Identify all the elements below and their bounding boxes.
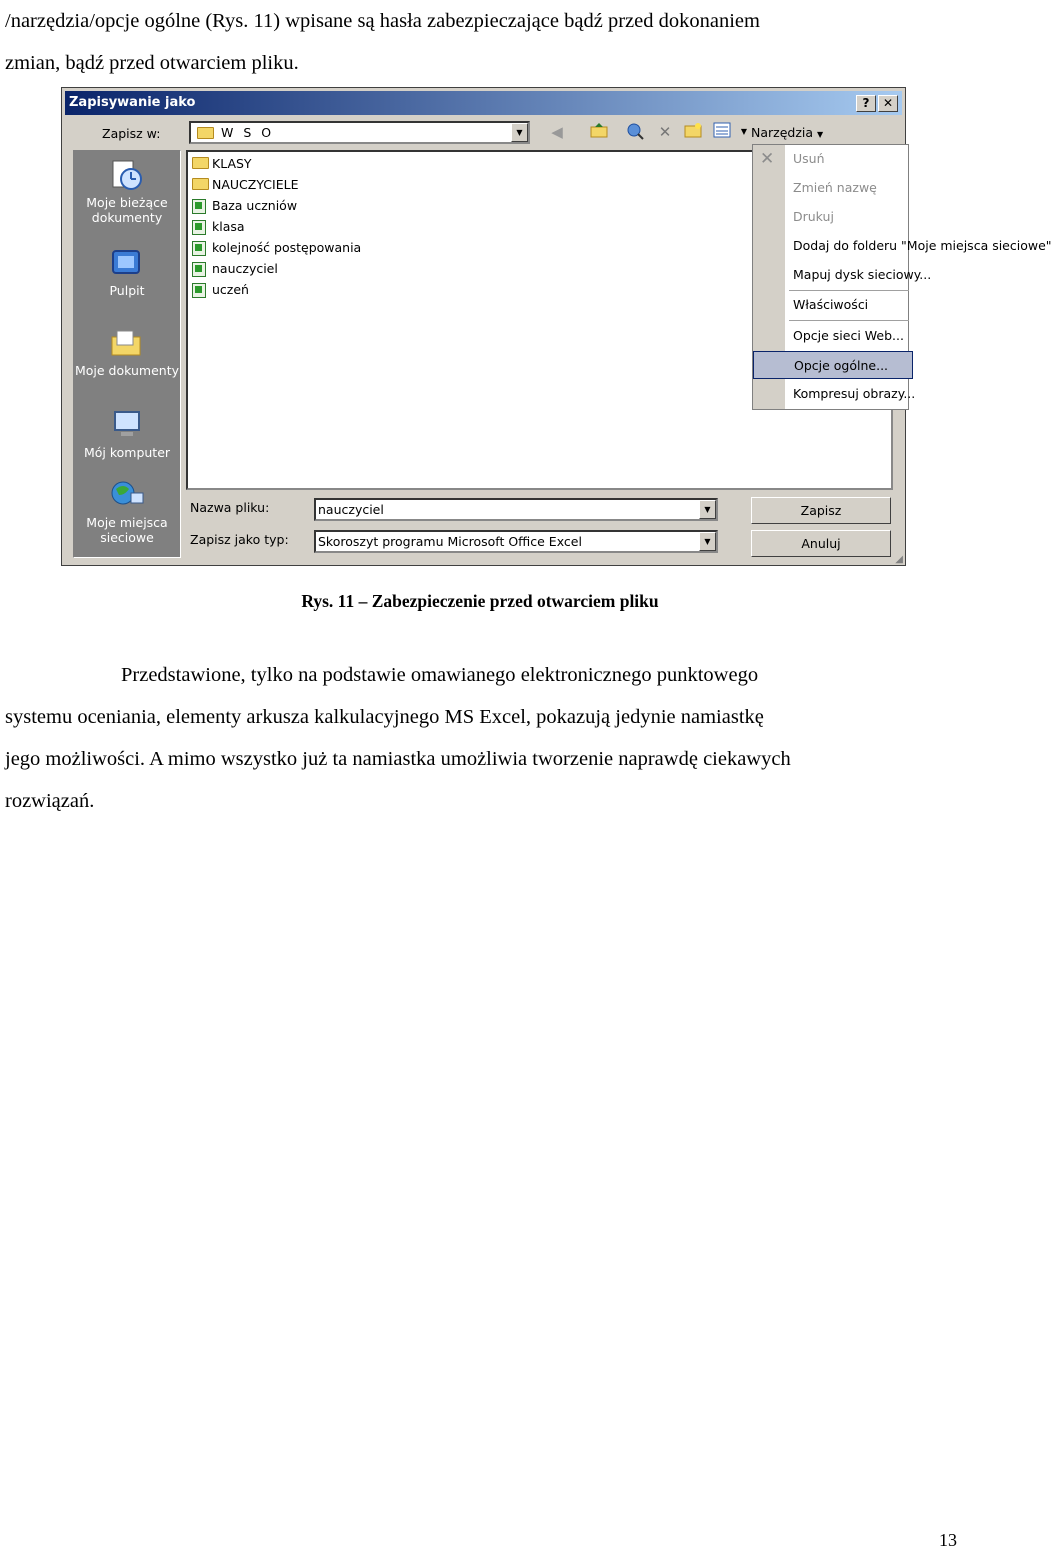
excel-file-icon [192,262,206,277]
search-web-icon[interactable] [625,122,645,142]
word: są [357,10,375,32]
resize-grip-icon[interactable]: ◢ [895,554,903,565]
word: na podstawie [298,664,406,686]
word: (Rys. [205,10,249,32]
word: namiastka [352,748,436,770]
tools-menu [752,144,1052,410]
word: namiastkę [680,706,764,728]
desktop-icon [109,247,145,279]
word: jego [5,748,41,770]
place-network[interactable] [74,479,180,545]
place-my-documents[interactable] [74,327,180,378]
excel-file-icon [192,283,206,298]
word: pokazują [536,706,611,728]
word: arkusza [246,706,309,728]
excel-file-icon [192,220,206,235]
word: /narzędzia/opcje [5,10,140,32]
place-label: Moje bieżące dokumenty [86,195,168,225]
word: naprawdę [618,748,698,770]
word: hasła [379,10,422,32]
file-type-select[interactable] [314,530,718,553]
my-documents-icon [109,327,145,359]
word: wszystko [220,748,298,770]
word: tylko [250,664,293,686]
dialog-titlebar[interactable] [65,91,902,115]
word: omawianego [410,664,516,686]
body-line-4: rozwiązań. [5,790,95,812]
word: 11) [253,10,281,32]
word: Przedstawione, [121,664,246,686]
page-number: 13 [939,1530,957,1550]
word: wpisane [285,10,353,32]
intro-paragraph [5,0,960,84]
word: umożliwia [440,748,528,770]
chevron-down-icon[interactable]: ▼ [699,500,716,519]
menu-separator [789,320,909,321]
file-type-label: Zapisz jako typ: [190,532,289,547]
views-icon[interactable] [712,122,732,142]
place-recent[interactable] [74,159,180,225]
word: ciekawych [703,748,791,770]
chevron-down-icon[interactable]: ▼ [511,123,528,142]
menu-item-web-options[interactable]: Opcje sieci Web... [793,328,904,343]
place-label: Moje miejsca sieciowe [86,515,168,545]
excel-file-icon [192,241,206,256]
body-line-1 [5,654,960,696]
word: elementy [166,706,242,728]
chevron-down-icon: ▼ [817,130,824,139]
tools-menu-label: Narzędzia [751,125,814,140]
folder-icon [192,178,209,190]
word: kalkulacyjnego [314,706,440,728]
back-icon[interactable]: ◀ [551,123,563,141]
menu-item-delete[interactable]: Usuń [793,151,825,166]
word: mimo [167,748,216,770]
menu-item-general-options[interactable]: Opcje ogólne... [753,351,913,379]
file-name-field[interactable] [314,498,718,521]
word: zabezpieczające [427,10,559,32]
place-label: Moje dokumenty [74,363,180,378]
help-button[interactable]: ? [856,95,876,112]
word: systemu [5,706,73,728]
figure-caption: Rys. 11 – Zabezpieczenie przed otwarciem pliku [301,591,659,611]
word: możliwości. [45,748,146,770]
delete-icon[interactable]: ✕ [658,123,672,141]
menu-item-add-to-network-places[interactable]: Dodaj do folderu "Moje miejsca sieciowe" [793,238,1052,253]
menu-item-map-network-drive[interactable]: Mapuj dysk sieciowy... [793,267,932,282]
word: elektronicznego [520,664,652,686]
cancel-button[interactable]: Anuluj [751,530,891,557]
word: MS Excel, [444,706,532,728]
menu-item-rename[interactable]: Zmień nazwę [793,180,877,195]
close-button[interactable]: ✕ [878,95,898,112]
intro-line-2: zmian, bądź przed otwarciem pliku. [5,52,299,74]
place-desktop[interactable] [74,247,180,298]
place-label: Pulpit [109,283,145,298]
word: A [149,748,163,770]
menu-item-properties[interactable]: Właściwości [793,297,869,312]
word: przed [607,10,654,32]
word: już [302,748,328,770]
delete-icon: ✕ [760,149,775,169]
word: jedynie [615,706,676,728]
recent-documents-icon [109,159,145,191]
excel-file-icon [192,199,206,214]
body-line-2 [5,696,960,738]
file-name-value: nauczyciel [318,502,384,517]
body-paragraph [5,654,960,822]
word: dokonaniem [658,10,760,32]
save-in-value: W S O [221,125,275,140]
folder-icon [192,157,209,169]
save-button[interactable]: Zapisz [751,497,891,524]
file-name-label: Nazwa pliku: [190,500,270,515]
word: tworzenie [532,748,614,770]
menu-item-print[interactable]: Drukuj [793,209,834,224]
save-as-dialog [61,87,1052,566]
word: ta [332,748,348,770]
save-in-label: Zapisz w: [102,126,161,141]
word: oceniania, [77,706,161,728]
up-folder-icon[interactable] [589,122,609,142]
place-label: Mój komputer [83,445,171,460]
tools-menu-button[interactable] [751,122,828,143]
chevron-down-icon[interactable]: ▼ [699,532,716,551]
word: ogólne [144,10,201,32]
menu-item-compress-pictures[interactable]: Kompresuj obrazy... [793,386,916,401]
dialog-title: Zapisywanie jako [69,95,196,110]
word: punktowego [656,664,759,686]
save-in-combo[interactable] [189,121,530,144]
places-bar [73,150,181,558]
intro-line-1 [5,0,960,42]
views-dropdown-icon[interactable]: ▼ [740,127,748,136]
file-list[interactable]: KLASY NAUCZYCIELE Baza uczniów klasa kolejność postępowania nauczyciel uczeń [186,150,893,490]
place-my-computer[interactable] [74,409,180,460]
file-type-value: Skoroszyt programu Microsoft Office Excel [318,534,582,549]
folder-icon [197,127,214,139]
body-line-3 [5,738,960,780]
computer-icon [109,409,145,441]
network-places-icon [109,479,145,511]
word: bądź [564,10,603,32]
new-folder-icon[interactable] [683,122,703,142]
